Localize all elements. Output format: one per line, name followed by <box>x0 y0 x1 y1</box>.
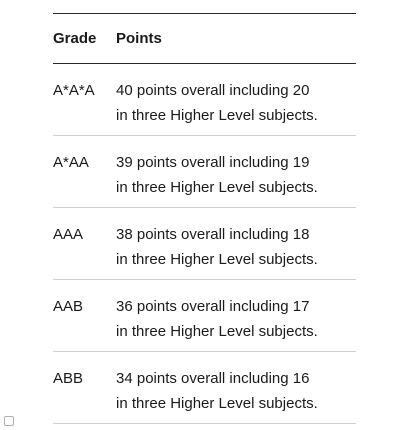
table-row <box>53 64 356 136</box>
header-points: Points <box>116 30 162 47</box>
grade-cell: AAA <box>53 226 84 243</box>
points-cell: 36 points overall including 17 in three Higher Level subjects. <box>116 298 318 340</box>
grades-table <box>53 13 356 424</box>
points-cell: 39 points overall including 19 in three Higher Level subjects. <box>116 154 318 196</box>
watermark <box>4 416 14 426</box>
grade-cell: A*A*A <box>53 82 95 99</box>
grade-cell: A*AA <box>53 154 89 171</box>
table-row <box>53 280 356 352</box>
table-row <box>53 208 356 280</box>
grade-cell: AAB <box>53 298 84 315</box>
watermark-logo-icon <box>4 416 14 426</box>
table-row <box>53 136 356 208</box>
grade-cell: ABB <box>53 370 84 387</box>
table-row <box>53 352 356 424</box>
table-header <box>53 14 356 64</box>
points-cell: 38 points overall including 18 in three Higher Level subjects. <box>116 226 318 268</box>
points-cell: 34 points overall including 16 in three Higher Level subjects. <box>116 370 318 412</box>
header-grade: Grade <box>53 30 97 47</box>
points-cell: 40 points overall including 20 in three Higher Level subjects. <box>116 82 318 124</box>
